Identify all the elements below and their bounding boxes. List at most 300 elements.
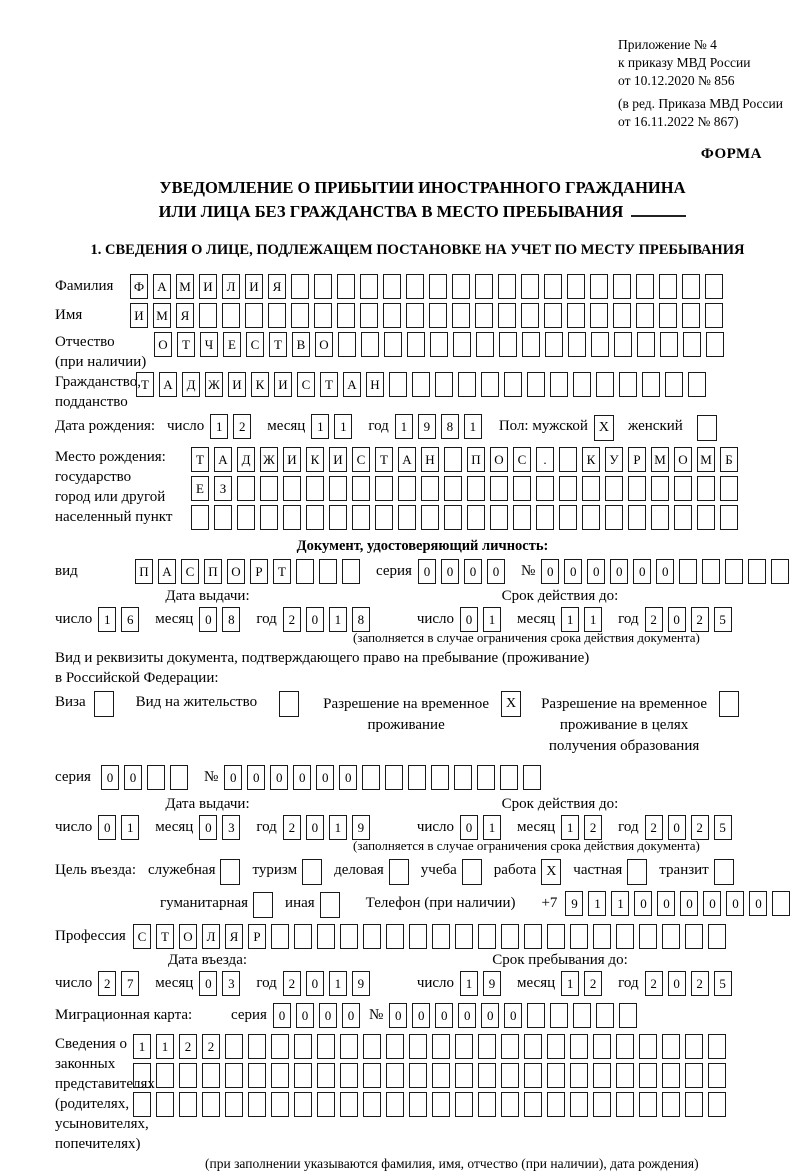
- char-cell[interactable]: [748, 559, 766, 584]
- char-cell[interactable]: [384, 332, 402, 357]
- char-cell[interactable]: [398, 476, 416, 501]
- char-cell[interactable]: [628, 476, 646, 501]
- char-cell[interactable]: [406, 274, 424, 299]
- char-cell[interactable]: [772, 891, 790, 916]
- char-cell[interactable]: [467, 476, 485, 501]
- char-cell[interactable]: [490, 505, 508, 530]
- char-cell[interactable]: [614, 332, 632, 357]
- char-cell[interactable]: С: [352, 447, 370, 472]
- char-cell[interactable]: [454, 765, 472, 790]
- char-cell[interactable]: [340, 1034, 358, 1059]
- char-cell[interactable]: [688, 372, 706, 397]
- char-cell[interactable]: Н: [366, 372, 384, 397]
- char-cell[interactable]: [513, 505, 531, 530]
- char-cell[interactable]: [338, 332, 356, 357]
- date-digit-cell[interactable]: 0: [306, 607, 324, 632]
- char-cell[interactable]: [501, 924, 519, 949]
- char-cell[interactable]: [501, 1092, 519, 1117]
- char-cell[interactable]: 0: [435, 1003, 453, 1028]
- char-cell[interactable]: [705, 303, 723, 328]
- purpose-option-checkbox[interactable]: X: [541, 859, 561, 885]
- char-cell[interactable]: [697, 505, 715, 530]
- date-digit-cell[interactable]: 8: [352, 607, 370, 632]
- char-cell[interactable]: [444, 505, 462, 530]
- char-cell[interactable]: [567, 274, 585, 299]
- date-digit-cell[interactable]: 0: [668, 607, 686, 632]
- char-cell[interactable]: [225, 1063, 243, 1088]
- char-cell[interactable]: [444, 447, 462, 472]
- char-cell[interactable]: [478, 1034, 496, 1059]
- char-cell[interactable]: [291, 303, 309, 328]
- char-cell[interactable]: [639, 1092, 657, 1117]
- char-cell[interactable]: [133, 1092, 151, 1117]
- char-cell[interactable]: У: [605, 447, 623, 472]
- char-cell[interactable]: 0: [247, 765, 265, 790]
- char-cell[interactable]: Б: [720, 447, 738, 472]
- char-cell[interactable]: [527, 372, 545, 397]
- char-cell[interactable]: [550, 1003, 568, 1028]
- char-cell[interactable]: [147, 765, 165, 790]
- char-cell[interactable]: [340, 1063, 358, 1088]
- char-cell[interactable]: [421, 476, 439, 501]
- date-digit-cell[interactable]: 1: [483, 815, 501, 840]
- char-cell[interactable]: [398, 505, 416, 530]
- char-cell[interactable]: [504, 372, 522, 397]
- char-cell[interactable]: 0: [703, 891, 721, 916]
- char-cell[interactable]: [429, 274, 447, 299]
- char-cell[interactable]: [317, 1063, 335, 1088]
- char-cell[interactable]: [706, 332, 724, 357]
- char-cell[interactable]: [363, 1034, 381, 1059]
- char-cell[interactable]: [674, 505, 692, 530]
- char-cell[interactable]: 0: [487, 559, 505, 584]
- purpose-option-checkbox[interactable]: [627, 859, 647, 885]
- char-cell[interactable]: [593, 1034, 611, 1059]
- char-cell[interactable]: Р: [628, 447, 646, 472]
- char-cell[interactable]: [708, 924, 726, 949]
- char-cell[interactable]: [337, 303, 355, 328]
- char-cell[interactable]: [455, 1063, 473, 1088]
- char-cell[interactable]: [593, 924, 611, 949]
- char-cell[interactable]: [225, 1034, 243, 1059]
- char-cell[interactable]: [628, 505, 646, 530]
- char-cell[interactable]: 0: [412, 1003, 430, 1028]
- date-digit-cell[interactable]: 7: [121, 971, 139, 996]
- char-cell[interactable]: И: [199, 274, 217, 299]
- char-cell[interactable]: [453, 332, 471, 357]
- char-cell[interactable]: [596, 372, 614, 397]
- char-cell[interactable]: [360, 274, 378, 299]
- char-cell[interactable]: [317, 1092, 335, 1117]
- char-cell[interactable]: [697, 476, 715, 501]
- date-digit-cell[interactable]: 2: [283, 815, 301, 840]
- char-cell[interactable]: [248, 1063, 266, 1088]
- char-cell[interactable]: И: [283, 447, 301, 472]
- date-digit-cell[interactable]: 1: [464, 414, 482, 439]
- char-cell[interactable]: [708, 1092, 726, 1117]
- char-cell[interactable]: [616, 1034, 634, 1059]
- char-cell[interactable]: 0: [342, 1003, 360, 1028]
- char-cell[interactable]: О: [179, 924, 197, 949]
- char-cell[interactable]: [314, 303, 332, 328]
- date-digit-cell[interactable]: 0: [460, 607, 478, 632]
- char-cell[interactable]: [547, 924, 565, 949]
- date-digit-cell[interactable]: 1: [334, 414, 352, 439]
- char-cell[interactable]: [340, 924, 358, 949]
- char-cell[interactable]: [467, 505, 485, 530]
- char-cell[interactable]: 0: [101, 765, 119, 790]
- char-cell[interactable]: [191, 505, 209, 530]
- char-cell[interactable]: [616, 1092, 634, 1117]
- char-cell[interactable]: С: [181, 559, 199, 584]
- date-digit-cell[interactable]: 5: [714, 607, 732, 632]
- date-digit-cell[interactable]: 1: [561, 815, 579, 840]
- char-cell[interactable]: Д: [237, 447, 255, 472]
- char-cell[interactable]: Ч: [200, 332, 218, 357]
- char-cell[interactable]: [408, 765, 426, 790]
- char-cell[interactable]: [306, 505, 324, 530]
- char-cell[interactable]: Т: [269, 332, 287, 357]
- char-cell[interactable]: О: [227, 559, 245, 584]
- char-cell[interactable]: М: [153, 303, 171, 328]
- char-cell[interactable]: [685, 1063, 703, 1088]
- date-digit-cell[interactable]: 2: [645, 815, 663, 840]
- char-cell[interactable]: [386, 1063, 404, 1088]
- char-cell[interactable]: [375, 505, 393, 530]
- char-cell[interactable]: Т: [320, 372, 338, 397]
- char-cell[interactable]: [455, 1034, 473, 1059]
- char-cell[interactable]: 0: [726, 891, 744, 916]
- char-cell[interactable]: [260, 505, 278, 530]
- char-cell[interactable]: [570, 924, 588, 949]
- date-digit-cell[interactable]: 3: [222, 815, 240, 840]
- char-cell[interactable]: [720, 505, 738, 530]
- char-cell[interactable]: [590, 303, 608, 328]
- char-cell[interactable]: [435, 372, 453, 397]
- char-cell[interactable]: Е: [191, 476, 209, 501]
- char-cell[interactable]: Е: [223, 332, 241, 357]
- char-cell[interactable]: [639, 924, 657, 949]
- char-cell[interactable]: [271, 1034, 289, 1059]
- char-cell[interactable]: [570, 1092, 588, 1117]
- purpose-option-checkbox[interactable]: [253, 892, 273, 918]
- char-cell[interactable]: [475, 303, 493, 328]
- purpose-option-checkbox[interactable]: [714, 859, 734, 885]
- char-cell[interactable]: 0: [124, 765, 142, 790]
- purpose-option-checkbox[interactable]: [220, 859, 240, 885]
- char-cell[interactable]: [523, 765, 541, 790]
- char-cell[interactable]: 2: [179, 1034, 197, 1059]
- char-cell[interactable]: [342, 559, 360, 584]
- char-cell[interactable]: [432, 1063, 450, 1088]
- rvp-education-checkbox[interactable]: [719, 691, 739, 717]
- char-cell[interactable]: [458, 372, 476, 397]
- date-digit-cell[interactable]: 5: [714, 971, 732, 996]
- char-cell[interactable]: [570, 1034, 588, 1059]
- char-cell[interactable]: [613, 303, 631, 328]
- char-cell[interactable]: С: [246, 332, 264, 357]
- char-cell[interactable]: [386, 1092, 404, 1117]
- char-cell[interactable]: [329, 476, 347, 501]
- char-cell[interactable]: 1: [588, 891, 606, 916]
- char-cell[interactable]: Л: [222, 274, 240, 299]
- char-cell[interactable]: [133, 1063, 151, 1088]
- char-cell[interactable]: [665, 372, 683, 397]
- char-cell[interactable]: 2: [202, 1034, 220, 1059]
- char-cell[interactable]: А: [398, 447, 416, 472]
- char-cell[interactable]: [639, 1063, 657, 1088]
- date-digit-cell[interactable]: 2: [584, 815, 602, 840]
- char-cell[interactable]: [383, 274, 401, 299]
- char-cell[interactable]: Т: [136, 372, 154, 397]
- char-cell[interactable]: [596, 1003, 614, 1028]
- char-cell[interactable]: [199, 303, 217, 328]
- char-cell[interactable]: [409, 924, 427, 949]
- char-cell[interactable]: [478, 1063, 496, 1088]
- char-cell[interactable]: [522, 332, 540, 357]
- char-cell[interactable]: [271, 1092, 289, 1117]
- char-cell[interactable]: [455, 924, 473, 949]
- char-cell[interactable]: 0: [587, 559, 605, 584]
- char-cell[interactable]: [682, 274, 700, 299]
- purpose-option-checkbox[interactable]: [320, 892, 340, 918]
- char-cell[interactable]: Т: [191, 447, 209, 472]
- date-digit-cell[interactable]: 1: [561, 971, 579, 996]
- char-cell[interactable]: [547, 1034, 565, 1059]
- char-cell[interactable]: [361, 332, 379, 357]
- char-cell[interactable]: И: [329, 447, 347, 472]
- char-cell[interactable]: [573, 372, 591, 397]
- char-cell[interactable]: [570, 1063, 588, 1088]
- char-cell[interactable]: 1: [611, 891, 629, 916]
- char-cell[interactable]: [613, 274, 631, 299]
- char-cell[interactable]: [659, 274, 677, 299]
- date-digit-cell[interactable]: 6: [121, 607, 139, 632]
- char-cell[interactable]: О: [490, 447, 508, 472]
- char-cell[interactable]: [771, 559, 789, 584]
- char-cell[interactable]: 0: [633, 559, 651, 584]
- char-cell[interactable]: [582, 476, 600, 501]
- char-cell[interactable]: [662, 924, 680, 949]
- date-digit-cell[interactable]: 0: [460, 815, 478, 840]
- char-cell[interactable]: [521, 303, 539, 328]
- char-cell[interactable]: А: [343, 372, 361, 397]
- date-digit-cell[interactable]: 1: [329, 815, 347, 840]
- date-digit-cell[interactable]: 1: [210, 414, 228, 439]
- char-cell[interactable]: [619, 1003, 637, 1028]
- char-cell[interactable]: [407, 332, 425, 357]
- char-cell[interactable]: [363, 1092, 381, 1117]
- char-cell[interactable]: [156, 1092, 174, 1117]
- char-cell[interactable]: [291, 274, 309, 299]
- char-cell[interactable]: [616, 1063, 634, 1088]
- char-cell[interactable]: 0: [339, 765, 357, 790]
- char-cell[interactable]: [499, 332, 517, 357]
- date-digit-cell[interactable]: 5: [714, 815, 732, 840]
- date-digit-cell[interactable]: 2: [283, 971, 301, 996]
- char-cell[interactable]: [432, 924, 450, 949]
- char-cell[interactable]: [659, 303, 677, 328]
- purpose-option-checkbox[interactable]: [462, 859, 482, 885]
- char-cell[interactable]: [593, 1063, 611, 1088]
- char-cell[interactable]: [360, 303, 378, 328]
- char-cell[interactable]: [352, 476, 370, 501]
- char-cell[interactable]: [294, 1092, 312, 1117]
- char-cell[interactable]: [524, 1063, 542, 1088]
- char-cell[interactable]: И: [130, 303, 148, 328]
- char-cell[interactable]: [547, 1092, 565, 1117]
- char-cell[interactable]: [702, 559, 720, 584]
- char-cell[interactable]: [547, 1063, 565, 1088]
- char-cell[interactable]: [412, 372, 430, 397]
- char-cell[interactable]: [559, 447, 577, 472]
- date-digit-cell[interactable]: 1: [483, 607, 501, 632]
- char-cell[interactable]: [478, 924, 496, 949]
- char-cell[interactable]: [498, 303, 516, 328]
- char-cell[interactable]: [385, 765, 403, 790]
- char-cell[interactable]: [642, 372, 660, 397]
- char-cell[interactable]: [591, 332, 609, 357]
- char-cell[interactable]: А: [153, 274, 171, 299]
- char-cell[interactable]: [179, 1092, 197, 1117]
- char-cell[interactable]: .: [536, 447, 554, 472]
- char-cell[interactable]: [314, 274, 332, 299]
- char-cell[interactable]: [421, 505, 439, 530]
- char-cell[interactable]: В: [292, 332, 310, 357]
- residence-permit-checkbox[interactable]: [279, 691, 299, 717]
- char-cell[interactable]: С: [133, 924, 151, 949]
- char-cell[interactable]: С: [297, 372, 315, 397]
- date-digit-cell[interactable]: 0: [306, 815, 324, 840]
- char-cell[interactable]: М: [651, 447, 669, 472]
- char-cell[interactable]: [362, 765, 380, 790]
- char-cell[interactable]: [363, 924, 381, 949]
- char-cell[interactable]: [452, 274, 470, 299]
- char-cell[interactable]: [306, 476, 324, 501]
- char-cell[interactable]: [248, 1092, 266, 1117]
- date-digit-cell[interactable]: 2: [691, 607, 709, 632]
- char-cell[interactable]: 0: [634, 891, 652, 916]
- char-cell[interactable]: К: [306, 447, 324, 472]
- char-cell[interactable]: О: [315, 332, 333, 357]
- visa-checkbox[interactable]: [94, 691, 114, 717]
- char-cell[interactable]: [573, 1003, 591, 1028]
- purpose-option-checkbox[interactable]: [389, 859, 409, 885]
- char-cell[interactable]: [271, 924, 289, 949]
- date-digit-cell[interactable]: 9: [352, 971, 370, 996]
- date-digit-cell[interactable]: 9: [483, 971, 501, 996]
- date-digit-cell[interactable]: 2: [283, 607, 301, 632]
- female-checkbox[interactable]: [697, 415, 717, 441]
- date-digit-cell[interactable]: 1: [395, 414, 413, 439]
- char-cell[interactable]: [651, 505, 669, 530]
- char-cell[interactable]: [202, 1092, 220, 1117]
- char-cell[interactable]: [501, 1034, 519, 1059]
- char-cell[interactable]: [319, 559, 337, 584]
- char-cell[interactable]: 0: [270, 765, 288, 790]
- date-digit-cell[interactable]: 8: [441, 414, 459, 439]
- char-cell[interactable]: [559, 476, 577, 501]
- char-cell[interactable]: [452, 303, 470, 328]
- char-cell[interactable]: [409, 1092, 427, 1117]
- date-digit-cell[interactable]: 0: [668, 971, 686, 996]
- char-cell[interactable]: [294, 1034, 312, 1059]
- date-digit-cell[interactable]: 3: [222, 971, 240, 996]
- char-cell[interactable]: [568, 332, 586, 357]
- date-digit-cell[interactable]: 0: [98, 815, 116, 840]
- char-cell[interactable]: [593, 1092, 611, 1117]
- char-cell[interactable]: 0: [481, 1003, 499, 1028]
- char-cell[interactable]: Ф: [130, 274, 148, 299]
- char-cell[interactable]: [545, 332, 563, 357]
- date-digit-cell[interactable]: 2: [584, 971, 602, 996]
- char-cell[interactable]: [660, 332, 678, 357]
- char-cell[interactable]: [406, 303, 424, 328]
- char-cell[interactable]: [662, 1063, 680, 1088]
- char-cell[interactable]: 0: [656, 559, 674, 584]
- char-cell[interactable]: [651, 476, 669, 501]
- date-digit-cell[interactable]: 0: [306, 971, 324, 996]
- char-cell[interactable]: [524, 924, 542, 949]
- char-cell[interactable]: 9: [565, 891, 583, 916]
- date-digit-cell[interactable]: 1: [584, 607, 602, 632]
- char-cell[interactable]: [490, 476, 508, 501]
- char-cell[interactable]: [432, 1092, 450, 1117]
- char-cell[interactable]: [708, 1034, 726, 1059]
- char-cell[interactable]: [317, 1034, 335, 1059]
- char-cell[interactable]: З: [214, 476, 232, 501]
- char-cell[interactable]: [352, 505, 370, 530]
- char-cell[interactable]: Р: [248, 924, 266, 949]
- char-cell[interactable]: [682, 303, 700, 328]
- char-cell[interactable]: [685, 924, 703, 949]
- char-cell[interactable]: С: [513, 447, 531, 472]
- date-digit-cell[interactable]: 0: [668, 815, 686, 840]
- char-cell[interactable]: [639, 1034, 657, 1059]
- date-digit-cell[interactable]: 2: [645, 607, 663, 632]
- char-cell[interactable]: [386, 924, 404, 949]
- char-cell[interactable]: [527, 1003, 545, 1028]
- char-cell[interactable]: [268, 303, 286, 328]
- char-cell[interactable]: 1: [133, 1034, 151, 1059]
- char-cell[interactable]: [478, 1092, 496, 1117]
- char-cell[interactable]: П: [135, 559, 153, 584]
- char-cell[interactable]: А: [214, 447, 232, 472]
- char-cell[interactable]: [340, 1092, 358, 1117]
- char-cell[interactable]: [685, 1034, 703, 1059]
- char-cell[interactable]: Н: [421, 447, 439, 472]
- char-cell[interactable]: [156, 1063, 174, 1088]
- char-cell[interactable]: [283, 505, 301, 530]
- char-cell[interactable]: 0: [319, 1003, 337, 1028]
- date-digit-cell[interactable]: 1: [329, 607, 347, 632]
- char-cell[interactable]: К: [582, 447, 600, 472]
- char-cell[interactable]: [636, 274, 654, 299]
- char-cell[interactable]: Т: [177, 332, 195, 357]
- char-cell[interactable]: [432, 1034, 450, 1059]
- char-cell[interactable]: [409, 1034, 427, 1059]
- char-cell[interactable]: 0: [316, 765, 334, 790]
- char-cell[interactable]: [329, 505, 347, 530]
- char-cell[interactable]: [500, 765, 518, 790]
- char-cell[interactable]: И: [228, 372, 246, 397]
- char-cell[interactable]: [202, 1063, 220, 1088]
- rvp-checkbox[interactable]: X: [501, 691, 521, 717]
- char-cell[interactable]: [544, 303, 562, 328]
- char-cell[interactable]: М: [176, 274, 194, 299]
- date-digit-cell[interactable]: 1: [329, 971, 347, 996]
- date-digit-cell[interactable]: 0: [199, 971, 217, 996]
